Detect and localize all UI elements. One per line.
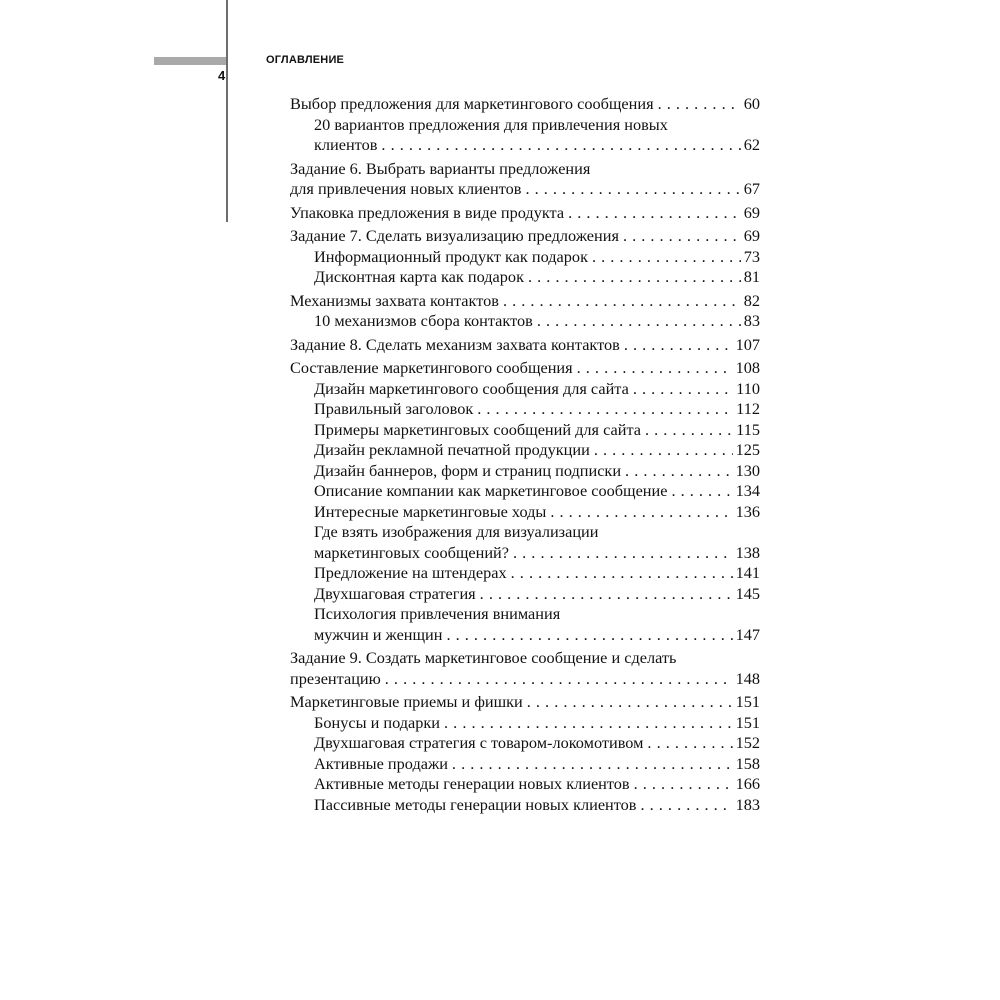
toc-entry-row [314,563,760,584]
toc-page-number: 69 [743,202,760,222]
toc-page-number: 69 [743,226,760,245]
toc-entry-title: Интересные маркетинговые ходы [314,501,547,521]
dot-leader [527,692,733,713]
toc-page-number: 73 [743,246,760,266]
toc-entry [290,420,760,441]
dot-leader [658,94,741,115]
toc-entry [290,584,760,605]
toc-entry [290,648,760,689]
toc-entry-row [314,481,760,502]
toc-entry [290,203,760,224]
toc-entry [290,335,760,356]
toc-entry-row [314,502,760,523]
toc-page-number: 82 [743,290,760,310]
toc-entry-row [314,754,760,775]
toc-entry-title: Дизайн баннеров, форм и страниц подписки [314,460,622,480]
toc-entry [290,94,760,115]
toc-entry-row [290,203,760,224]
dot-leader [511,563,733,584]
toc-entry-row [314,584,760,605]
header-bar [154,57,226,65]
toc-entry-title: Составление маркетингового сообщения [290,358,573,377]
dot-leader [550,502,732,523]
toc-entry [290,267,760,288]
toc-entry-row [314,379,760,400]
toc-entry [290,440,760,461]
toc-entry [290,247,760,268]
toc-entry-row [314,440,760,461]
toc-page-number: 115 [736,419,760,439]
toc-entry-title: мужчин и женщин [314,624,443,644]
toc-entry-title: Маркетинговые приемы и фишки [290,692,523,711]
toc-entry [290,604,760,645]
toc-entry-row [314,135,760,156]
toc-entry-title: Активные методы генерации новых клиентов [314,774,630,793]
toc-entry-title: Задание 8. Сделать механизм захвата контактов [290,334,620,354]
toc-entry-row [290,692,760,713]
toc-entry [290,754,760,775]
toc-entry-title: Бонусы и подарки [314,712,441,732]
toc-page-number: 152 [735,733,760,752]
dot-leader [381,135,740,156]
dot-leader [633,379,733,400]
toc-entry-row [314,267,760,288]
toc-page-number: 147 [735,624,760,644]
toc-entry [290,115,760,156]
toc-entry-title: Задание 7. Сделать визуализацию предложения [290,226,619,245]
toc-entry-title: Двухшаговая стратегия с товаром-локомотивом [314,733,644,752]
dot-leader [634,774,733,795]
toc-entry [290,733,760,754]
toc-entry-row [314,733,760,754]
toc-page-number: 125 [735,440,760,459]
dot-leader [577,358,733,379]
toc-entry-row [290,335,760,356]
toc-entry [290,522,760,563]
toc-page-number: 108 [735,358,760,377]
dot-leader [537,311,741,332]
toc-page-number: 62 [743,135,760,154]
toc-entry [290,774,760,795]
toc-entry-row [290,291,760,312]
toc-entry-title: Выбор предложения для маркетингового сообщения [290,94,654,113]
toc-entry-row [314,625,760,646]
toc-entry [290,358,760,379]
toc-page-number: 151 [735,712,760,732]
toc-entry [290,159,760,200]
toc-entry [290,713,760,734]
dot-leader [503,291,741,312]
toc-entry [290,795,760,816]
dot-leader [671,481,732,502]
toc-entry-row [314,247,760,268]
toc-page-number: 183 [735,794,760,814]
toc-entry [290,291,760,312]
toc-page-number: 60 [743,94,760,113]
toc-entry-title: Правильный заголовок [314,399,474,418]
toc-entry-title: Пассивные методы генерации новых клиентов [314,794,637,814]
toc-entry [290,379,760,400]
dot-leader [568,203,741,224]
toc-entry-title: Механизмы захвата контактов [290,290,499,310]
toc-entry-title-line: Психология привлечения внимания [314,604,561,623]
toc-entry-title: Упаковка предложения в виде продукта [290,202,565,222]
toc-entry-title: для привлечения новых клиентов [290,179,522,198]
toc-entry [290,226,760,247]
toc-entry-title: Дисконтная карта как подарок [314,267,524,286]
toc-entry-title: презентацию [290,668,381,688]
toc-entry-title: клиентов [314,135,378,154]
toc-entry [290,461,760,482]
toc-entry-row [314,795,760,816]
toc-entry-title: Дизайн маркетингового сообщения для сайта [314,378,629,398]
toc-page-number: 141 [735,563,760,582]
toc-page-number: 134 [735,481,760,500]
toc-page-number: 130 [735,460,760,480]
dot-leader [385,669,733,690]
toc-entry-title: 10 механизмов сбора контактов [314,311,533,330]
toc-page-number: 81 [743,267,760,286]
toc-entry-row [314,461,760,482]
dot-leader [525,179,740,200]
toc-entry-row [314,713,760,734]
dot-leader [477,399,733,420]
dot-leader [480,584,733,605]
toc-entry-title: Информационный продукт как подарок [314,246,588,266]
dot-leader [645,420,733,441]
toc-entry-title-line: Задание 9. Создать маркетинговое сообщение и сделать [290,648,677,667]
toc-entry-row [314,774,760,795]
toc-page-number: 166 [735,774,760,793]
toc-entry-title: Примеры маркетинговых сообщений для сайта [314,419,642,439]
toc-page-number: 151 [735,692,760,711]
toc-entry-row [314,543,760,564]
toc-page-number: 83 [743,311,760,330]
toc-entry-title: Активные продажи [314,753,448,773]
toc-entry [290,502,760,523]
dot-leader [444,713,733,734]
toc-entry-title: маркетинговых сообщений? [314,542,510,562]
toc-page-number: 110 [736,378,760,398]
toc-entry-title-line: 20 вариантов предложения для привлечения новых [314,114,668,134]
toc-entry-row [290,358,760,379]
toc-page-number: 145 [735,583,760,603]
dot-leader [647,733,732,754]
dot-leader [623,226,741,247]
dot-leader [528,267,741,288]
toc-entry [290,481,760,502]
toc-entry-title: Дизайн рекламной печатной продукции [314,440,590,459]
toc-entry-title-line: Задание 6. Выбрать варианты предложения [290,158,591,178]
toc-page-number: 136 [735,501,760,521]
table-of-contents [290,94,760,815]
toc-entry-title: Предложение на штендерах [314,563,507,582]
toc-page-number: 148 [735,668,760,688]
dot-leader [625,461,733,482]
toc-entry-row [314,311,760,332]
toc-page-number: 158 [735,753,760,773]
toc-entry-title: Описание компании как маркетинговое сообщение [314,481,668,500]
margin-vertical-rule [226,0,228,222]
running-header: ОГЛАВЛЕНИЕ [266,54,345,66]
toc-page-number: 138 [735,542,760,562]
toc-page-number: 67 [743,179,760,198]
toc-entry-row [290,669,760,690]
toc-entry [290,563,760,584]
toc-entry [290,311,760,332]
toc-entry-row [314,399,760,420]
dot-leader [641,795,733,816]
toc-entry [290,399,760,420]
toc-entry-row [314,420,760,441]
toc-entry-row [290,226,760,247]
dot-leader [446,625,732,646]
toc-entry [290,692,760,713]
dot-leader [513,543,733,564]
dot-leader [592,247,741,268]
toc-entry-title: Двухшаговая стратегия [314,583,476,603]
dot-leader [452,754,733,775]
toc-page-number: 112 [736,399,760,418]
toc-entry-row [290,179,760,200]
toc-entry-row [290,94,760,115]
dot-leader [624,335,733,356]
toc-entry-title-line: Где взять изображения для визуализации [314,522,599,541]
page-number: 4 [218,68,226,83]
dot-leader [594,440,733,461]
toc-page-number: 107 [735,334,760,354]
